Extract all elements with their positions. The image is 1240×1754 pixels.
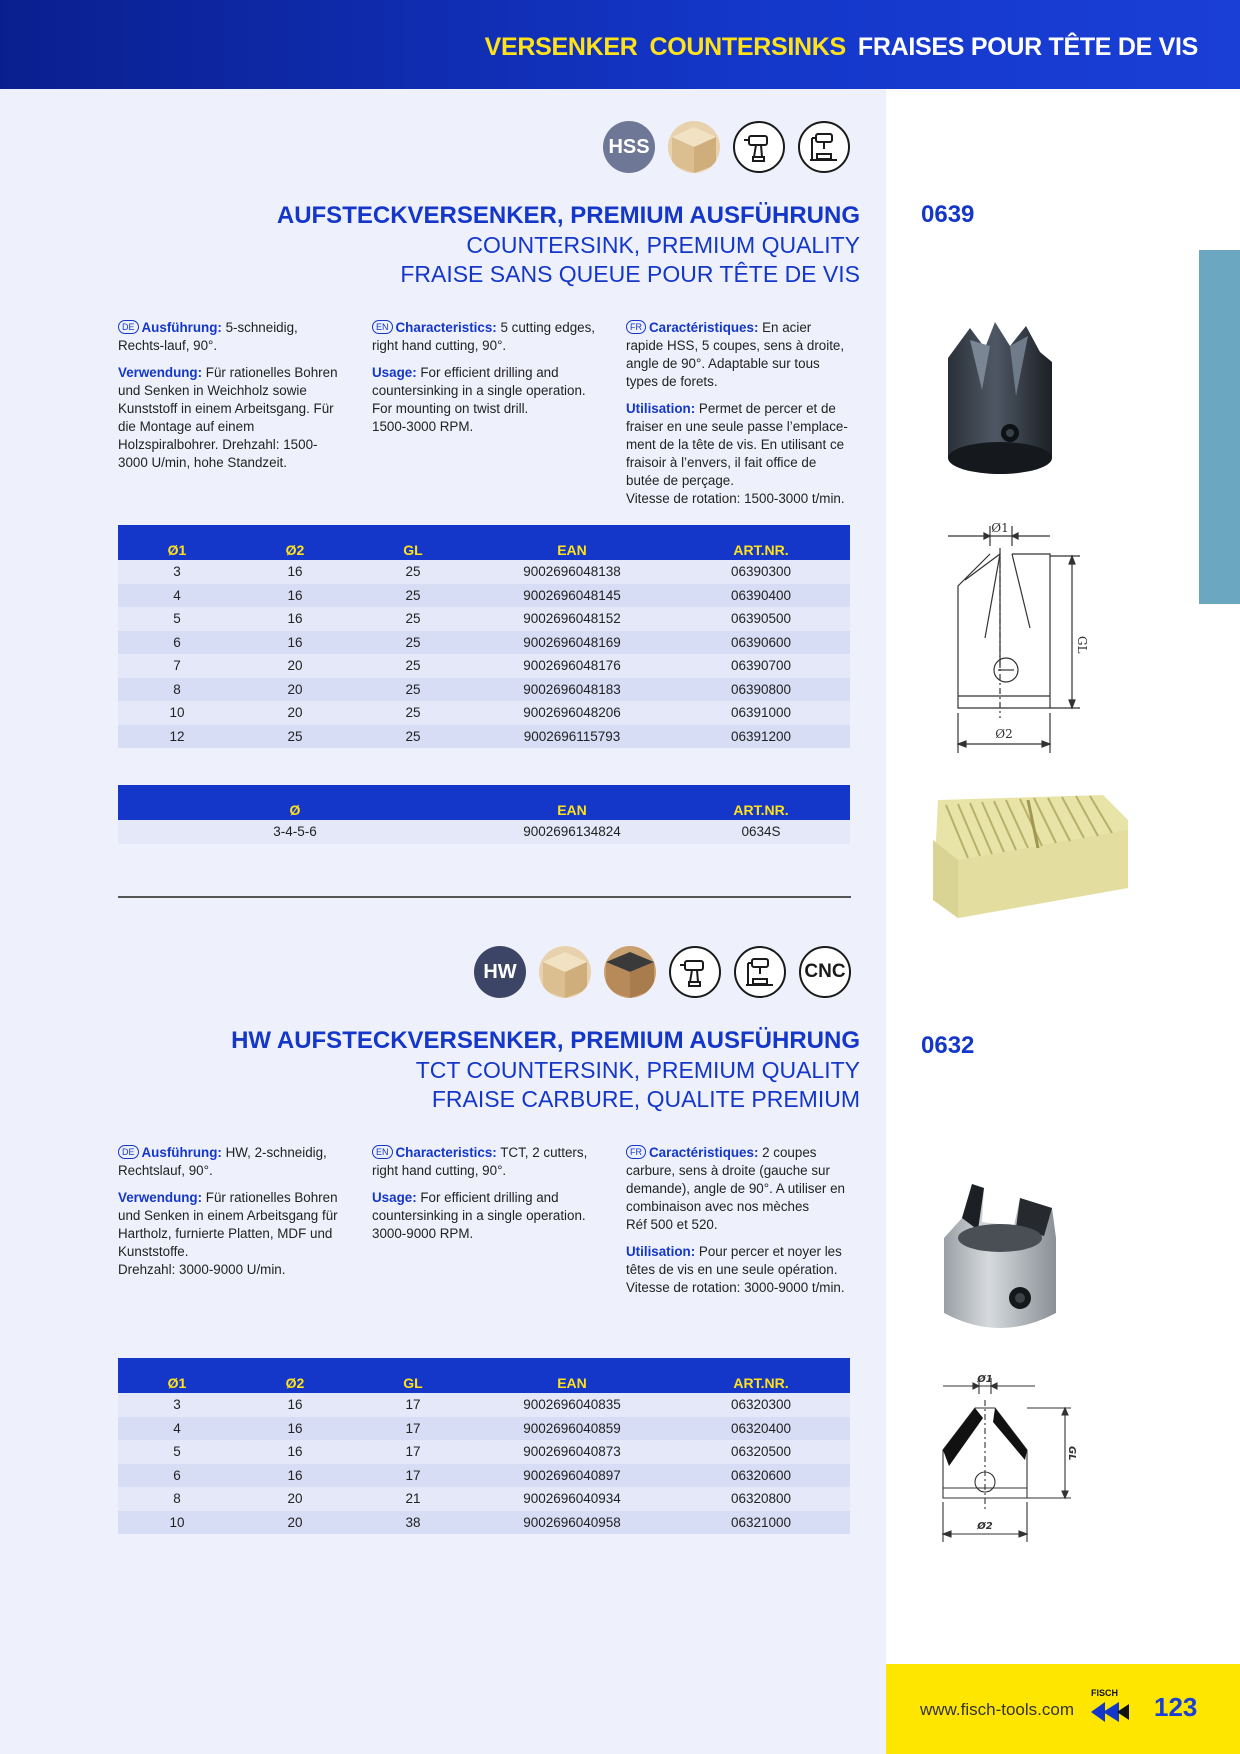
table-cell: 25 — [354, 725, 472, 749]
table-cell: 25 — [354, 701, 472, 725]
table-cell: 21 — [354, 1487, 472, 1511]
col-header-d1: Ø1 — [118, 1358, 236, 1393]
label-caracteristiques: Caractéristiques: — [649, 1145, 759, 1160]
table-cell: 16 — [236, 1417, 354, 1441]
table-row — [118, 678, 850, 702]
table-cell: 5 — [118, 1440, 236, 1464]
drawing2-d2-label: Ø2 — [977, 1521, 993, 1532]
lang-badge-de: DE — [118, 1145, 139, 1159]
set-col-header-artnr: ART.NR. — [672, 785, 850, 820]
table-cell: 06320800 — [672, 1487, 850, 1511]
section2-article-code: 0632 — [921, 1032, 975, 1059]
table-cell: 9002696048145 — [472, 584, 672, 608]
table-cell: 12 — [118, 725, 236, 749]
table-row — [118, 631, 850, 655]
table-cell: 06391000 — [672, 701, 850, 725]
set-col-header-ean: EAN — [472, 785, 672, 820]
section-divider — [118, 896, 851, 898]
table-cell: 06390500 — [672, 607, 850, 631]
table-row — [118, 1440, 850, 1464]
table-cell: 06391200 — [672, 725, 850, 749]
table-cell: 06320300 — [672, 1393, 850, 1417]
table-cell: 25 — [354, 654, 472, 678]
text-characteristics: 5 cutting edges, right hand cutting, 90°. — [372, 320, 596, 353]
table-row — [118, 820, 850, 844]
table-cell: 6 — [118, 631, 236, 655]
section2-desc-de — [118, 1144, 344, 1288]
table-cell: 8 — [118, 1487, 236, 1511]
label-verwendung: Verwendung: — [118, 365, 203, 380]
table-row — [118, 1393, 850, 1417]
col-header-ean: EAN — [472, 1358, 672, 1393]
text-caracteristiques: En acier rapide HSS, 5 coupes, sens à droite, angle de 90°. Adaptable sur tous types de forets. — [626, 320, 845, 389]
table-cell: 10 — [118, 701, 236, 725]
drill-stand-icon — [734, 946, 786, 998]
table-cell: 20 — [236, 654, 354, 678]
drawing2-gl-label: GL — [1066, 1446, 1077, 1461]
table-row — [118, 584, 850, 608]
section2-table-body — [118, 1393, 850, 1534]
wood-icon — [668, 121, 720, 173]
table-cell: 16 — [236, 631, 354, 655]
section2-title-en: TCT COUNTERSINK, PREMIUM QUALITY — [415, 1057, 860, 1083]
drawing1-d1-label: Ø1 — [991, 521, 1009, 535]
laminated-board-icon — [604, 946, 656, 998]
section1-title-block — [277, 201, 860, 289]
col-header-d2: Ø2 — [236, 525, 354, 560]
table-cell: 16 — [236, 1464, 354, 1488]
hss-countersink-drawing — [940, 518, 1090, 763]
section1-desc-en — [372, 319, 598, 445]
table-cell: 9002696048152 — [472, 607, 672, 631]
table-cell: 25 — [354, 560, 472, 584]
text-caracteristiques: 2 coupes carbure, sens à droite (gauche sur demande), angle de 90°. A utiliser en combinaison avec nos mèches Réf 500 et 520. — [626, 1145, 846, 1232]
hw-countersink-photo — [934, 1178, 1064, 1343]
col-header-gl: GL — [354, 1358, 472, 1393]
wood-sample-block-photo — [928, 790, 1133, 925]
section2-title-de: HW AUFSTECKVERSENKER, PREMIUM AUSFÜHRUNG — [231, 1027, 860, 1054]
section1-table-body — [118, 560, 850, 748]
col-header-d1: Ø1 — [118, 525, 236, 560]
table-cell: 06390300 — [672, 560, 850, 584]
label-caracteristiques: Caractéristiques: — [649, 320, 759, 335]
table-cell: 9002696134824 — [472, 820, 672, 844]
table-cell: 3 — [118, 560, 236, 584]
table-cell: 25 — [354, 607, 472, 631]
page-number: 123 — [1154, 1692, 1198, 1722]
section1-icons — [603, 121, 850, 173]
fisch-logo — [1089, 1686, 1133, 1726]
header-title-fr: FRAISES POUR TÊTE DE VIS — [857, 33, 1198, 61]
table-cell: 9002696040897 — [472, 1464, 672, 1488]
drawing2-d1-label: Ø1 — [977, 1374, 993, 1385]
table-cell: 06320600 — [672, 1464, 850, 1488]
section1-product-table — [118, 525, 850, 748]
section1-article-code: 0639 — [921, 201, 975, 228]
hw-badge-icon: HW — [474, 946, 526, 998]
wood-icon — [539, 946, 591, 998]
text-verwendung: Für rationelles Bohren und Senken in einem Arbeitsgang für Hartholz, furnierte Platten, MDF und Kunststoffe. Drehzahl: 3000-9000 U/min. — [118, 1190, 338, 1277]
table-cell: 06321000 — [672, 1511, 850, 1535]
col-header-d2: Ø2 — [236, 1358, 354, 1393]
table-cell: 06390400 — [672, 584, 850, 608]
table-cell: 20 — [236, 701, 354, 725]
hand-drill-icon — [733, 121, 785, 173]
table-cell: 8 — [118, 678, 236, 702]
drill-stand-icon — [798, 121, 850, 173]
table-row — [118, 1487, 850, 1511]
table-cell: 9002696048176 — [472, 654, 672, 678]
text-usage: For efficient drilling and countersinking in a single operation. 3000-9000 RPM. — [372, 1190, 586, 1241]
label-utilisation: Utilisation: — [626, 1244, 696, 1259]
hw-countersink-drawing — [935, 1370, 1085, 1550]
table-cell: 06390800 — [672, 678, 850, 702]
chapter-tab — [1199, 250, 1240, 604]
section2-desc-en — [372, 1144, 598, 1252]
label-ausfuehrung: Ausführung: — [141, 320, 222, 335]
label-utilisation: Utilisation: — [626, 401, 696, 416]
table-cell: 16 — [236, 1393, 354, 1417]
table-cell: 25 — [354, 631, 472, 655]
section2-title-block — [231, 1026, 860, 1114]
col-header-gl: GL — [354, 525, 472, 560]
text-ausfuehrung: 5-schneidig, Rechts-lauf, 90°. — [118, 320, 298, 353]
lang-badge-fr: FR — [626, 320, 646, 334]
table-cell: 9002696048183 — [472, 678, 672, 702]
table-row — [118, 1464, 850, 1488]
table-cell: 17 — [354, 1393, 472, 1417]
section1-title-de: AUFSTECKVERSENKER, PREMIUM AUSFÜHRUNG — [276, 202, 860, 229]
header-titles — [473, 33, 1198, 62]
header-title-de: VERSENKER — [484, 33, 638, 61]
text-utilisation: Pour percer et noyer les têtes de vis en une seule opération. Vitesse de rotation: 3000-9000 t/min. — [626, 1244, 845, 1295]
col-header-ean: EAN — [472, 525, 672, 560]
section2-icons — [474, 946, 851, 998]
table-cell: 20 — [236, 1487, 354, 1511]
col-header-artnr: ART.NR. — [672, 1358, 850, 1393]
table-cell: 17 — [354, 1417, 472, 1441]
table-row — [118, 701, 850, 725]
section1-desc-de — [118, 319, 344, 481]
text-ausfuehrung: HW, 2-schneidig, Rechtslauf, 90°. — [118, 1145, 327, 1178]
table-cell: 9002696115793 — [472, 725, 672, 749]
text-characteristics: TCT, 2 cutters, right hand cutting, 90°. — [372, 1145, 588, 1178]
lang-badge-fr: FR — [626, 1145, 646, 1159]
table-cell: 17 — [354, 1440, 472, 1464]
lang-badge-de: DE — [118, 320, 139, 334]
table-cell: 9002696048138 — [472, 560, 672, 584]
section1-set-table — [118, 785, 850, 844]
table-cell: 06320400 — [672, 1417, 850, 1441]
section2-product-table — [118, 1358, 850, 1534]
set-col-header-d: Ø — [118, 785, 472, 820]
table-row — [118, 607, 850, 631]
table-cell: 9002696048206 — [472, 701, 672, 725]
section2-title-fr: FRAISE CARBURE, QUALITE PREMIUM — [431, 1086, 860, 1112]
table-cell: 4 — [118, 1417, 236, 1441]
table-cell: 20 — [236, 1511, 354, 1535]
hss-badge-icon: HSS — [603, 121, 655, 173]
table-row — [118, 654, 850, 678]
table-row — [118, 1511, 850, 1535]
header-title-en: COUNTERSINKS — [649, 33, 846, 61]
table-cell: 10 — [118, 1511, 236, 1535]
cnc-icon: CNC — [799, 946, 851, 998]
fisch-logo-text: FISCH — [1091, 1688, 1118, 1698]
table-cell: 6 — [118, 1464, 236, 1488]
table-cell: 17 — [354, 1464, 472, 1488]
label-usage: Usage: — [372, 1190, 417, 1205]
label-ausfuehrung: Ausführung: — [141, 1145, 222, 1160]
table-cell: 16 — [236, 560, 354, 584]
section2-desc-fr — [626, 1144, 852, 1306]
hss-countersink-photo — [940, 318, 1060, 493]
table-cell: 9002696040835 — [472, 1393, 672, 1417]
table-cell: 25 — [354, 584, 472, 608]
table-cell: 3-4-5-6 — [118, 820, 472, 844]
table-cell: 25 — [236, 725, 354, 749]
table-cell: 06320500 — [672, 1440, 850, 1464]
table-cell: 9002696048169 — [472, 631, 672, 655]
page-footer — [886, 1664, 1240, 1754]
table-cell: 0634S — [672, 820, 850, 844]
table-cell: 25 — [354, 678, 472, 702]
lang-badge-en: EN — [372, 1145, 393, 1159]
text-verwendung: Für rationelles Bohren und Senken in Weichholz sowie Kunststoff in einem Arbeitsgang. Für die Montage auf einem Holzspiralbohrer. Drehzahl: 1500-3000 U/min, hohe Standzeit. — [118, 365, 338, 470]
table-cell: 9002696040873 — [472, 1440, 672, 1464]
table-cell: 06390700 — [672, 654, 850, 678]
table-cell: 06390600 — [672, 631, 850, 655]
table-cell: 16 — [236, 1440, 354, 1464]
text-usage: For efficient drilling and countersinking in a single operation. For mounting on twist drill. 1500-3000 RPM. — [372, 365, 586, 434]
footer-website-link[interactable]: www.fisch-tools.com — [920, 1700, 1074, 1719]
lang-badge-en: EN — [372, 320, 393, 334]
table-cell: 16 — [236, 584, 354, 608]
table-cell: 20 — [236, 678, 354, 702]
drawing1-gl-label: GL — [1075, 636, 1089, 654]
label-verwendung: Verwendung: — [118, 1190, 203, 1205]
table-cell: 9002696040859 — [472, 1417, 672, 1441]
drawing1-d2-label: Ø2 — [995, 727, 1013, 741]
label-usage: Usage: — [372, 365, 417, 380]
table-cell: 4 — [118, 584, 236, 608]
table-cell: 38 — [354, 1511, 472, 1535]
hand-drill-icon — [669, 946, 721, 998]
table-row — [118, 725, 850, 749]
table-cell: 5 — [118, 607, 236, 631]
section1-title-en: COUNTERSINK, PREMIUM QUALITY — [466, 232, 860, 258]
section1-desc-fr — [626, 319, 852, 517]
table-cell: 9002696040934 — [472, 1487, 672, 1511]
table-cell: 16 — [236, 607, 354, 631]
table-cell: 7 — [118, 654, 236, 678]
table-cell: 9002696040958 — [472, 1511, 672, 1535]
table-row — [118, 1417, 850, 1441]
label-characteristics: Characteristics: — [395, 1145, 497, 1160]
table-cell: 3 — [118, 1393, 236, 1417]
page-header — [0, 0, 1240, 89]
text-utilisation: Permet de percer et de fraiser en une seule passe l’emplace-ment de la tête de vis. En utilisant ce fraisoir à l’envers, il fait office de butée de perçage. Vitesse de rotation: 1500-3000 t/min. — [626, 401, 848, 506]
label-characteristics: Characteristics: — [395, 320, 497, 335]
col-header-artnr: ART.NR. — [672, 525, 850, 560]
section1-title-fr: FRAISE SANS QUEUE POUR TÊTE DE VIS — [400, 261, 860, 287]
table-row — [118, 560, 850, 584]
